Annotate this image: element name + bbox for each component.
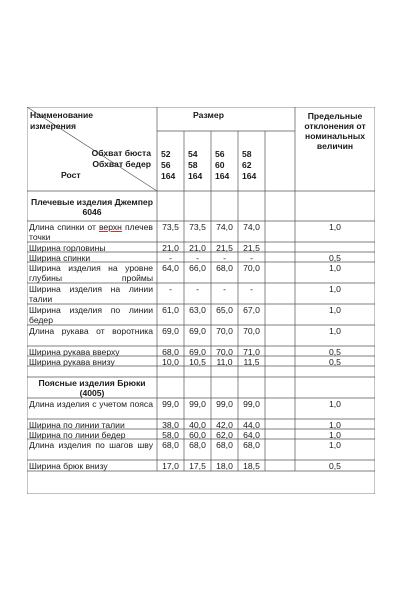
size-value-cell: 99,0 bbox=[189, 399, 206, 409]
size-value-cell: 60,0 bbox=[189, 430, 206, 440]
size-bust-value: 52 bbox=[161, 149, 171, 159]
size-header: Размер bbox=[193, 110, 224, 120]
row-label: Ширина горловины bbox=[29, 243, 106, 253]
height-label: Рост bbox=[61, 170, 81, 180]
tolerance-cell: 1,0 bbox=[329, 440, 341, 450]
tolerance-cell: 1,0 bbox=[329, 420, 341, 430]
size-value-cell: - bbox=[169, 253, 172, 263]
hip-label: Обхват бедер bbox=[92, 159, 151, 169]
size-value-cell: 64,0 bbox=[243, 430, 260, 440]
tolerance-cell: 0,5 bbox=[329, 253, 341, 263]
size-value-cell: - bbox=[223, 284, 226, 294]
size-value-cell: 11,0 bbox=[216, 357, 233, 367]
size-value-cell: 70,0 bbox=[243, 263, 260, 273]
section-title: Плечевые изделия Джемпер 6046 bbox=[31, 197, 153, 217]
size-height-value: 164 bbox=[161, 171, 176, 181]
size-bust-value: 54 bbox=[188, 149, 198, 159]
size-value-cell: 68,0 bbox=[162, 440, 179, 450]
tolerance-cell: 0,5 bbox=[329, 461, 341, 471]
size-value-cell: 58,0 bbox=[162, 430, 179, 440]
size-height-value: 164 bbox=[188, 171, 203, 181]
size-value-cell: 67,0 bbox=[243, 305, 260, 315]
size-value-cell: 61,0 bbox=[162, 305, 179, 315]
size-value-cell: 74,0 bbox=[216, 222, 233, 232]
row-label: Длина спинки от верхн плечев точки bbox=[29, 222, 153, 242]
row-label: Ширина по линии бедер bbox=[29, 430, 126, 440]
size-value-cell: 10,0 bbox=[162, 357, 179, 367]
size-value-cell: 99,0 bbox=[162, 399, 179, 409]
size-value-cell: - bbox=[250, 284, 253, 294]
size-value-cell: - bbox=[196, 253, 199, 263]
size-value-cell: 66,0 bbox=[189, 263, 206, 273]
size-value-cell: 18,5 bbox=[243, 461, 260, 471]
size-value-cell: 62,0 bbox=[216, 430, 233, 440]
size-value-cell: 69,0 bbox=[189, 326, 206, 336]
size-hip-value: 60 bbox=[215, 160, 225, 170]
row-label: Ширина спинки bbox=[29, 253, 91, 263]
size-hip-value: 62 bbox=[242, 160, 252, 170]
size-value-cell: 68,0 bbox=[216, 440, 233, 450]
row-label: Ширина рукава внизу bbox=[29, 357, 115, 367]
size-value-cell: 38,0 bbox=[162, 420, 179, 430]
size-value-cell: 99,0 bbox=[216, 399, 233, 409]
size-value-cell: 17,5 bbox=[189, 461, 206, 471]
size-value-cell: 70,0 bbox=[216, 347, 233, 357]
size-value-cell: 70,0 bbox=[216, 326, 233, 336]
tolerance-cell: 1,0 bbox=[329, 284, 341, 294]
size-value-cell: - bbox=[250, 253, 253, 263]
row-label: Ширина изделия на линии талии bbox=[29, 284, 153, 304]
row-label: Ширина изделия на уровне глубины проймы bbox=[29, 263, 153, 283]
size-value-cell: 99,0 bbox=[243, 399, 260, 409]
tolerance-cell: 0,5 bbox=[329, 357, 341, 367]
row-label: Длина изделия по шагов шву bbox=[29, 440, 153, 450]
size-value-cell: 40,0 bbox=[189, 420, 206, 430]
size-height-value: 164 bbox=[242, 171, 257, 181]
param-label-line2: измерения bbox=[30, 121, 76, 131]
tolerance-cell: 0,5 bbox=[329, 347, 341, 357]
param-label-line1: Наименование bbox=[30, 110, 94, 120]
size-value-cell: 63,0 bbox=[189, 305, 206, 315]
size-value-cell: 42,0 bbox=[216, 420, 233, 430]
size-value-cell: 74,0 bbox=[243, 222, 260, 232]
size-bust-value: 58 bbox=[242, 149, 252, 159]
size-value-cell: 10,5 bbox=[189, 357, 206, 367]
size-value-cell: - bbox=[169, 284, 172, 294]
size-value-cell: 68,0 bbox=[243, 440, 260, 450]
size-value-cell: - bbox=[196, 284, 199, 294]
size-value-cell: 21,5 bbox=[243, 243, 260, 253]
row-label: Длина изделия с учетом пояса bbox=[29, 399, 153, 409]
row-label-underlined: верхн bbox=[98, 222, 122, 232]
tolerance-cell: 1,0 bbox=[329, 263, 341, 273]
size-hip-value: 58 bbox=[188, 160, 198, 170]
tolerance-header: Предельные отклонения от номинальных величин bbox=[304, 111, 366, 151]
section-title: Поясные изделия Брюки (4005) bbox=[38, 378, 146, 398]
tolerance-cell: 1,0 bbox=[329, 305, 341, 315]
size-value-cell: 70,0 bbox=[243, 326, 260, 336]
size-value-cell: 21,0 bbox=[189, 243, 206, 253]
size-value-cell: 68,0 bbox=[216, 263, 233, 273]
size-value-cell: 71,0 bbox=[243, 347, 260, 357]
size-hip-value: 56 bbox=[161, 160, 171, 170]
row-label: Ширина брюк внизу bbox=[29, 461, 108, 471]
size-value-cell: 65,0 bbox=[216, 305, 233, 315]
bust-label: Обхват бюста bbox=[91, 148, 151, 158]
size-value-cell: 18,0 bbox=[216, 461, 233, 471]
size-height-value: 164 bbox=[215, 171, 230, 181]
tolerance-cell: 1,0 bbox=[329, 222, 341, 232]
row-label: Ширина изделия по линии бедер bbox=[29, 305, 153, 325]
size-value-cell: 44,0 bbox=[243, 420, 260, 430]
size-value-cell: 73,5 bbox=[189, 222, 206, 232]
size-value-cell: - bbox=[223, 253, 226, 263]
row-label: Ширина рукава вверху bbox=[29, 347, 120, 357]
size-value-cell: 69,0 bbox=[162, 326, 179, 336]
size-value-cell: 64,0 bbox=[162, 263, 179, 273]
row-label: Длина рукава от воротника bbox=[29, 326, 153, 336]
tolerance-cell: 1,0 bbox=[329, 326, 341, 336]
tolerance-cell: 1,0 bbox=[329, 399, 341, 409]
size-value-cell: 73,5 bbox=[162, 222, 179, 232]
size-value-cell: 69,0 bbox=[189, 347, 206, 357]
size-value-cell: 68,0 bbox=[162, 347, 179, 357]
size-value-cell: 21,5 bbox=[216, 243, 233, 253]
size-value-cell: 68,0 bbox=[189, 440, 206, 450]
row-label: Ширина по линии талии bbox=[29, 420, 125, 430]
tolerance-cell: 1,0 bbox=[329, 430, 341, 440]
size-value-cell: 21,0 bbox=[162, 243, 179, 253]
measurement-table bbox=[27, 107, 375, 494]
size-value-cell: 11,5 bbox=[243, 357, 260, 367]
size-value-cell: 17,0 bbox=[162, 461, 179, 471]
size-bust-value: 56 bbox=[215, 149, 225, 159]
